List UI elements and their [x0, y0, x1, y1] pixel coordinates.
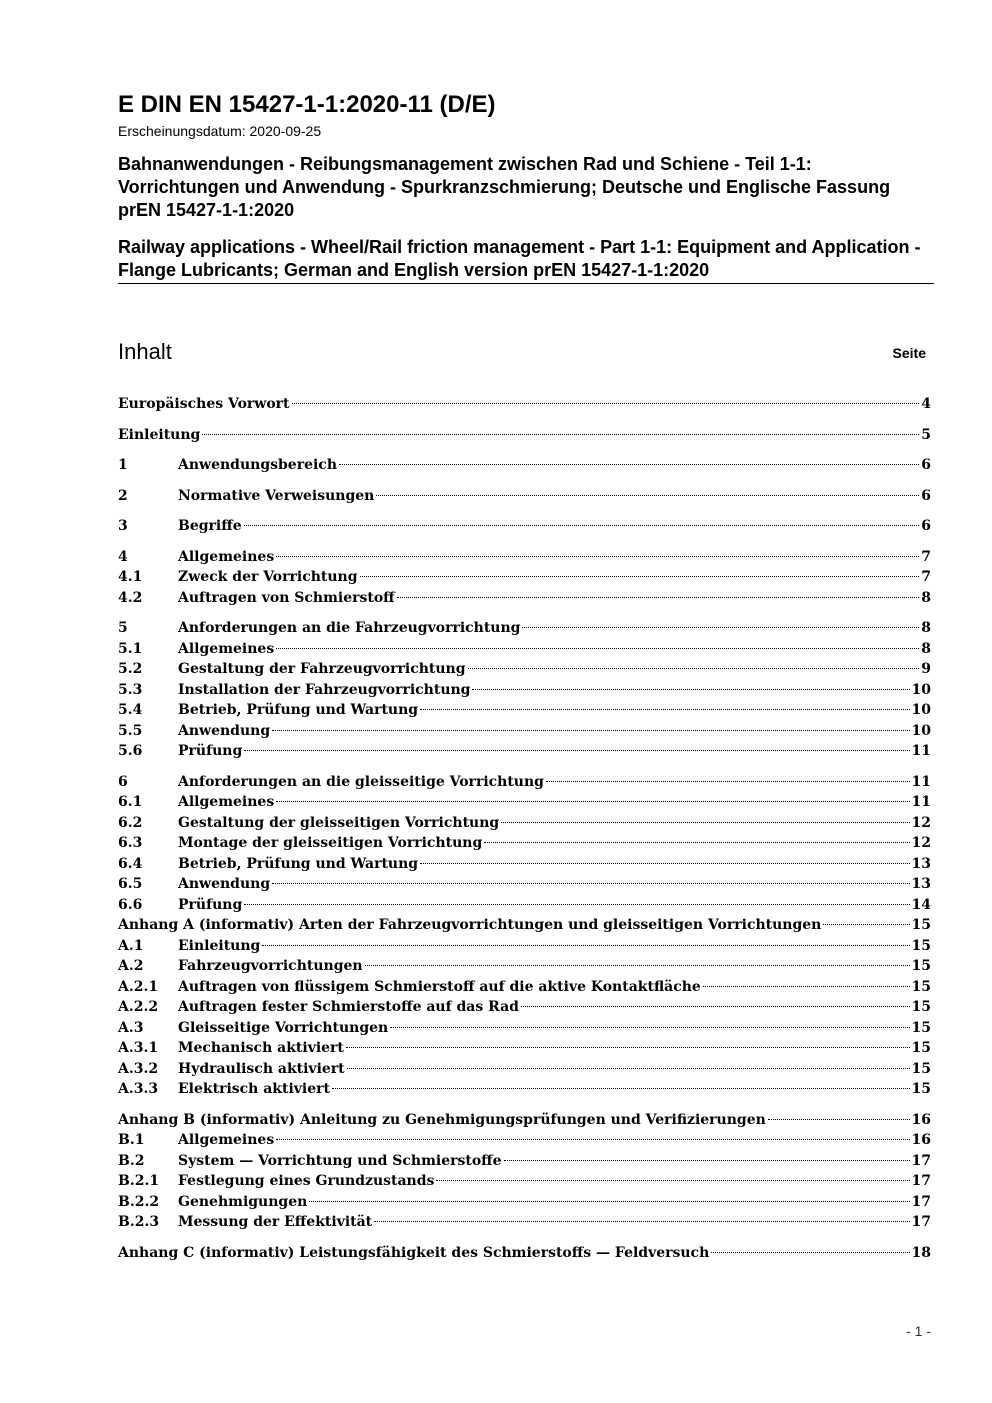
- toc-entry[interactable]: [118, 567, 931, 588]
- toc-entry[interactable]: [118, 1151, 931, 1172]
- toc-entry-number: 4.2: [118, 589, 143, 606]
- toc-entry-label: Messung der Effektivität: [178, 1214, 373, 1230]
- toc-entry-number: B.1: [118, 1132, 145, 1148]
- dot-leader: [521, 1006, 910, 1007]
- toc-entry-label: Installation der Fahrzeugvorrichtung: [178, 681, 471, 698]
- toc-entry-number: 5.6: [118, 743, 143, 759]
- dot-leader: [272, 730, 909, 731]
- toc-entry-label: Gestaltung der Fahrzeugvorrichtung: [178, 661, 466, 677]
- toc-entry[interactable]: [118, 394, 931, 415]
- toc-page-label: Seite: [892, 345, 926, 361]
- toc-entry-page: 15: [911, 958, 931, 974]
- dot-leader: [244, 525, 920, 526]
- toc-entry[interactable]: [118, 425, 931, 446]
- toc-entry[interactable]: [118, 874, 931, 895]
- toc-entry-number: 6.3: [118, 835, 143, 851]
- toc-entry[interactable]: [118, 1212, 931, 1233]
- toc-entry-label: Montage der gleisseitigen Vorrichtung: [178, 835, 483, 851]
- dot-leader: [501, 822, 909, 823]
- dot-leader: [397, 597, 920, 598]
- dot-leader: [420, 863, 909, 864]
- dot-leader: [823, 924, 909, 925]
- toc-entry-number: 5: [118, 620, 128, 636]
- toc-entry-page: 15: [911, 937, 931, 954]
- toc-entry-page: 13: [911, 876, 931, 892]
- toc-entry[interactable]: [118, 915, 931, 936]
- toc-entry[interactable]: [118, 1171, 931, 1192]
- toc-entry-page: 10: [911, 722, 931, 739]
- toc-entry-label: Allgemeines: [178, 794, 275, 810]
- toc-entry-label: Prüfung: [178, 743, 243, 759]
- toc-entry-page: 15: [911, 1081, 931, 1097]
- toc-entry-label: Anhang B (informativ) Anleitung zu Genehmigungsprüfungen und Verifizierungen: [118, 1111, 766, 1128]
- toc-entry-page: 15: [911, 1019, 931, 1036]
- toc-entry-label: Mechanisch aktiviert: [178, 1040, 344, 1056]
- dot-leader: [484, 842, 909, 843]
- dot-leader: [376, 495, 919, 496]
- toc-entry[interactable]: [118, 547, 931, 568]
- dot-leader: [276, 801, 909, 802]
- toc-entry-page: 17: [911, 1173, 931, 1189]
- dot-leader: [468, 668, 920, 669]
- toc-entry-number: A.1: [118, 937, 144, 954]
- toc-entry-label: Auftragen von Schmierstoff: [178, 589, 395, 606]
- toc-entry-page: 11: [911, 773, 931, 790]
- toc-entry-page: 9: [921, 661, 931, 677]
- toc-entry-number: 5.5: [118, 722, 143, 739]
- toc-entry-label: Einleitung: [178, 937, 261, 954]
- toc-entry-number: A.3.3: [118, 1081, 159, 1097]
- toc-entry[interactable]: [118, 813, 931, 834]
- dot-leader: [768, 1119, 910, 1120]
- dot-leader: [436, 1180, 909, 1181]
- toc-entry[interactable]: [118, 659, 931, 680]
- toc-entry-label: Normative Verweisungen: [178, 487, 375, 504]
- dot-leader: [703, 986, 910, 987]
- toc-entry-number: 5.3: [118, 681, 143, 698]
- toc-entry-page: 6: [921, 518, 931, 534]
- toc-entry[interactable]: [118, 1018, 931, 1039]
- toc-entry-number: A.2.2: [118, 999, 159, 1015]
- toc-entry[interactable]: [118, 833, 931, 854]
- toc-entry-number: 3: [118, 518, 128, 534]
- dot-leader: [202, 434, 919, 435]
- toc-entry-number: 5.4: [118, 702, 143, 718]
- toc-entry[interactable]: [118, 588, 931, 609]
- dot-leader: [546, 781, 910, 782]
- toc-entry-page: 15: [911, 917, 931, 933]
- toc-entry-page: 18: [911, 1244, 931, 1261]
- dot-leader: [522, 627, 919, 628]
- toc-entry-page: 5: [921, 426, 931, 443]
- toc-entry-label: System — Vorrichtung und Schmierstoffe: [178, 1152, 502, 1169]
- toc-entry-label: Europäisches Vorwort: [118, 396, 290, 412]
- dot-leader: [472, 689, 909, 690]
- toc-entry-page: 15: [911, 978, 931, 995]
- toc-entry[interactable]: [118, 997, 931, 1018]
- title-english: Railway applications - Wheel/Rail friction management - Part 1-1: Equipment and Application - Flange Lubricants; German and English version prEN 15427-1-1:2020: [118, 236, 934, 284]
- dot-leader: [292, 403, 920, 404]
- toc-entry[interactable]: [118, 854, 931, 875]
- toc-entry-number: 6.1: [118, 794, 143, 810]
- toc-entry[interactable]: [118, 956, 931, 977]
- toc-entry-label: Anwendung: [178, 876, 271, 892]
- toc-entry[interactable]: [118, 936, 931, 957]
- dot-leader: [244, 904, 909, 905]
- toc-entry-label: Anwendung: [178, 722, 271, 739]
- toc-entry-number: 4.1: [118, 569, 143, 585]
- toc-entry[interactable]: [118, 741, 931, 762]
- toc-entry[interactable]: [118, 639, 931, 660]
- toc-entry-number: B.2.3: [118, 1214, 160, 1230]
- publication-date: Erscheinungsdatum: 2020-09-25: [118, 123, 322, 139]
- toc-entry-page: 11: [911, 794, 931, 810]
- dot-leader: [276, 1139, 909, 1140]
- toc-entry-label: Elektrisch aktiviert: [178, 1081, 330, 1097]
- toc-entry-page: 15: [911, 1060, 931, 1077]
- toc-entry-label: Auftragen von flüssigem Schmierstoff auf die aktive Kontaktfläche: [178, 978, 701, 995]
- toc-entry-page: 15: [911, 1040, 931, 1056]
- toc-entry-page: 15: [911, 999, 931, 1015]
- dot-leader: [332, 1088, 910, 1089]
- toc-entry-number: B.2.2: [118, 1193, 160, 1210]
- toc-entry[interactable]: [118, 1192, 931, 1213]
- toc-entry-label: Festlegung eines Grundzustands: [178, 1173, 435, 1189]
- dot-leader: [309, 1201, 909, 1202]
- toc-entry-number: A.2: [118, 958, 144, 974]
- document-id: E DIN EN 15427-1-1:2020-11 (D/E): [118, 91, 496, 118]
- toc-entry[interactable]: [118, 618, 931, 639]
- toc-entry-number: 4: [118, 548, 128, 565]
- toc-entry[interactable]: [118, 772, 931, 793]
- table-of-contents: [118, 394, 931, 1263]
- toc-entry-page: 10: [911, 681, 931, 698]
- toc-entry-label: Hydraulisch aktiviert: [178, 1060, 345, 1077]
- toc-entry-number: 1: [118, 457, 128, 473]
- toc-entry[interactable]: [118, 1130, 931, 1151]
- toc-entry-label: Auftragen fester Schmierstoffe auf das Rad: [178, 999, 519, 1015]
- toc-entry-label: Gestaltung der gleisseitigen Vorrichtung: [178, 814, 500, 831]
- toc-entry-page: 14: [911, 896, 931, 913]
- toc-entry-label: Anhang A (informativ) Arten der Fahrzeugvorrichtungen und gleisseitigen Vorrichtungen: [118, 917, 822, 933]
- dot-leader: [390, 1027, 909, 1028]
- toc-entry-number: A.3: [118, 1019, 144, 1036]
- toc-entry[interactable]: [118, 486, 931, 507]
- dot-leader: [420, 709, 909, 710]
- dot-leader: [347, 1068, 910, 1069]
- toc-entry-label: Gleisseitige Vorrichtungen: [178, 1019, 389, 1036]
- dot-leader: [339, 464, 919, 465]
- toc-entry-label: Anforderungen an die gleisseitige Vorrichtung: [178, 773, 544, 790]
- toc-entry-page: 17: [911, 1152, 931, 1169]
- toc-entry[interactable]: [118, 455, 931, 476]
- toc-entry[interactable]: [118, 977, 931, 998]
- title-german: Bahnanwendungen - Reibungsmanagement zwischen Rad und Schiene - Teil 1-1: Vorrichtungen und Anwendung - Spurkranzschmierung; Deutsche und Englische Fassung prEN 15427-1-1:2020: [118, 154, 891, 220]
- toc-entry-page: 6: [921, 487, 931, 504]
- dot-leader: [346, 1047, 910, 1048]
- toc-entry-page: 6: [921, 457, 931, 473]
- toc-entry[interactable]: [118, 1079, 931, 1100]
- toc-entry-page: 10: [911, 702, 931, 718]
- toc-entry[interactable]: [118, 721, 931, 742]
- toc-entry-number: 6.6: [118, 896, 143, 913]
- toc-entry-page: 4: [921, 396, 931, 412]
- toc-entry-page: 17: [911, 1193, 931, 1210]
- toc-entry-page: 12: [911, 814, 931, 831]
- toc-entry-number: A.2.1: [118, 978, 159, 995]
- toc-entry[interactable]: [118, 1243, 931, 1264]
- toc-entry-label: Zweck der Vorrichtung: [178, 569, 358, 585]
- dot-leader: [504, 1160, 910, 1161]
- document-header: [118, 90, 934, 284]
- page-number: - 1 -: [906, 1323, 931, 1339]
- toc-entry[interactable]: [118, 1059, 931, 1080]
- toc-entry-label: Begriffe: [178, 518, 242, 534]
- toc-entry-number: A.3.2: [118, 1060, 159, 1077]
- toc-entry-label: Betrieb, Prüfung und Wartung: [178, 702, 419, 718]
- toc-title: Inhalt: [118, 339, 172, 364]
- toc-entry-number: B.2.1: [118, 1173, 160, 1189]
- toc-entry-label: Einleitung: [118, 426, 201, 443]
- toc-entry[interactable]: [118, 1110, 931, 1131]
- toc-entry[interactable]: [118, 1038, 931, 1059]
- dot-leader: [276, 556, 919, 557]
- toc-entry-label: Betrieb, Prüfung und Wartung: [178, 855, 419, 872]
- dot-leader: [374, 1221, 909, 1222]
- toc-entry-page: 13: [911, 855, 931, 872]
- dot-leader: [272, 883, 909, 884]
- dot-leader: [244, 750, 909, 751]
- toc-entry[interactable]: [118, 895, 931, 916]
- toc-entry-label: Anwendungsbereich: [178, 457, 337, 473]
- toc-entry-label: Anhang C (informativ) Leistungsfähigkeit des Schmierstoffs — Feldversuch: [118, 1244, 710, 1261]
- toc-entry-page: 12: [911, 835, 931, 851]
- toc-entry-number: B.2: [118, 1152, 145, 1169]
- toc-entry-number: 6.4: [118, 855, 143, 872]
- toc-entry-label: Allgemeines: [178, 1132, 275, 1148]
- toc-entry-page: 8: [921, 620, 931, 636]
- toc-entry-number: 6.5: [118, 876, 143, 892]
- toc-entry-label: Prüfung: [178, 896, 243, 913]
- toc-entry-number: 6.2: [118, 814, 143, 831]
- toc-entry-number: A.3.1: [118, 1040, 159, 1056]
- toc-entry-page: 8: [921, 640, 931, 657]
- toc-entry[interactable]: [118, 792, 931, 813]
- toc-entry-label: Allgemeines: [178, 640, 275, 657]
- toc-entry-page: 11: [911, 743, 931, 759]
- toc-entry-number: 5.1: [118, 640, 143, 657]
- dot-leader: [360, 576, 920, 577]
- toc-entry-page: 16: [911, 1111, 931, 1128]
- toc-entry-label: Genehmigungen: [178, 1193, 308, 1210]
- toc-entry-number: 2: [118, 487, 128, 504]
- toc-entry-label: Allgemeines: [178, 548, 275, 565]
- toc-heading: [118, 338, 926, 366]
- dot-leader: [711, 1252, 909, 1253]
- toc-entry[interactable]: [118, 680, 931, 701]
- toc-entry[interactable]: [118, 516, 931, 537]
- toc-entry-page: 7: [921, 569, 931, 585]
- dot-leader: [262, 945, 909, 946]
- toc-entry-number: 6: [118, 773, 128, 790]
- toc-entry-page: 7: [921, 548, 931, 565]
- toc-entry-number: 5.2: [118, 661, 143, 677]
- dot-leader: [276, 648, 919, 649]
- toc-entry[interactable]: [118, 700, 931, 721]
- toc-entry-page: 8: [921, 589, 931, 606]
- toc-entry-label: Anforderungen an die Fahrzeugvorrichtung: [178, 620, 521, 636]
- dot-leader: [365, 965, 910, 966]
- toc-entry-page: 16: [911, 1132, 931, 1148]
- toc-entry-label: Fahrzeugvorrichtungen: [178, 958, 363, 974]
- toc-entry-page: 17: [911, 1214, 931, 1230]
